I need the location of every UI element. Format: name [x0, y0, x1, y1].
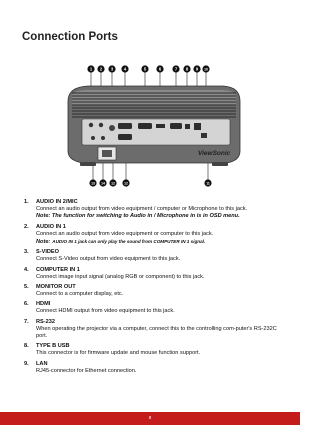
- item-description: Connect S-Video output from video equipment to this jack.: [36, 256, 181, 263]
- item-description: RJ45-connector for Ethernet connection.: [36, 367, 137, 374]
- item-description: This connector is for firmware update and mouse function support.: [36, 350, 201, 357]
- callout-2: 2: [99, 66, 103, 72]
- item-description: Connect HDMI output from video equipment to this jack.: [36, 308, 175, 315]
- item-heading: HDMI: [36, 301, 51, 308]
- item-note: Note: AUDIO IN 1 jack can only play the sound from COMPUTER IN 1 signal.: [36, 238, 206, 245]
- page-number: 8: [148, 415, 152, 420]
- callout-13: 13: [91, 181, 95, 186]
- item-heading: RS-232: [36, 318, 55, 325]
- item-description: Connect an audio output from video equipment / computer or Microphone to this jack.: [36, 206, 248, 212]
- list-item: 7. RS-232 When operating the projector via a computer, connect this to the controlling com-puter's RS-232C port.: [24, 319, 286, 340]
- callout-8: 8: [185, 66, 189, 72]
- callout-6: 6: [158, 66, 162, 72]
- list-item: 9. LAN RJ45-connector for Ethernet connection.: [24, 361, 286, 375]
- list-item: 3. S-VIDEO Connect S-Video output from video equipment to this jack.: [24, 249, 286, 263]
- item-heading: TYPE B USB: [36, 343, 70, 350]
- callout-14: 14: [101, 181, 105, 186]
- projector-rear-panel-figure: [48, 59, 258, 191]
- callout-11: 11: [206, 181, 210, 186]
- callout-10: 10: [204, 67, 208, 72]
- item-description: Connect image input signal (analog RGB or component) to this jack.: [36, 273, 205, 280]
- item-heading: AUDIO IN 2/MIC: [36, 199, 78, 205]
- callout-5: 5: [143, 66, 147, 72]
- page-title: Connection Ports: [22, 31, 118, 43]
- callout-12b: 12: [124, 181, 128, 186]
- list-item: 2. AUDIO IN 1 Connect an audio output from video equipment or computer to this jack. Note: AUDIO IN 1 jack can only play the sound from COMPUTER IN 1 signal.: [24, 224, 286, 246]
- item-heading: AUDIO IN 1: [36, 223, 66, 230]
- item-heading: MONITOR OUT: [36, 283, 76, 290]
- bottom-callouts: [89, 179, 211, 186]
- callout-3: 3: [110, 66, 114, 72]
- brand-logo: ViewSonic: [198, 150, 231, 157]
- item-description: Connect to a computer display, etc.: [36, 290, 124, 297]
- callout-12a: 12: [111, 181, 115, 186]
- list-item: 1. AUDIO IN 2/MIC Connect an audio output from video equipment / computer or Microphone to this jack. Note: The function for switching to Audio in / Microphone in is in OSD menu.: [24, 199, 286, 220]
- item-note: Note: The function for switching to Audio in / Microphone in is in OSD menu.: [36, 213, 240, 220]
- list-item: 4. COMPUTER IN 1 Connect image input signal (analog RGB or component) to this jack.: [24, 267, 286, 281]
- callout-9: 9: [195, 66, 199, 72]
- top-callouts: [87, 65, 209, 72]
- callout-1: 1: [89, 66, 93, 72]
- list-item: 8. TYPE B USB This connector is for firmware update and mouse function support.: [24, 343, 286, 357]
- list-item: 6. HDMI Connect HDMI output from video equipment to this jack.: [24, 301, 286, 315]
- list-item: 5. MONITOR OUT Connect to a computer display, etc.: [24, 284, 286, 298]
- item-description: Connect an audio output from video equipment or computer to this jack.: [36, 230, 214, 237]
- callout-7: 7: [174, 66, 178, 72]
- port-list: [24, 199, 286, 378]
- item-heading: LAN: [36, 360, 48, 367]
- item-heading: S-VIDEO: [36, 249, 60, 256]
- item-description: When operating the projector via a computer, connect this to the controlling com-puter's RS-232C port.: [36, 325, 277, 339]
- item-heading: COMPUTER IN 1: [36, 266, 80, 273]
- callout-4: 4: [123, 66, 127, 72]
